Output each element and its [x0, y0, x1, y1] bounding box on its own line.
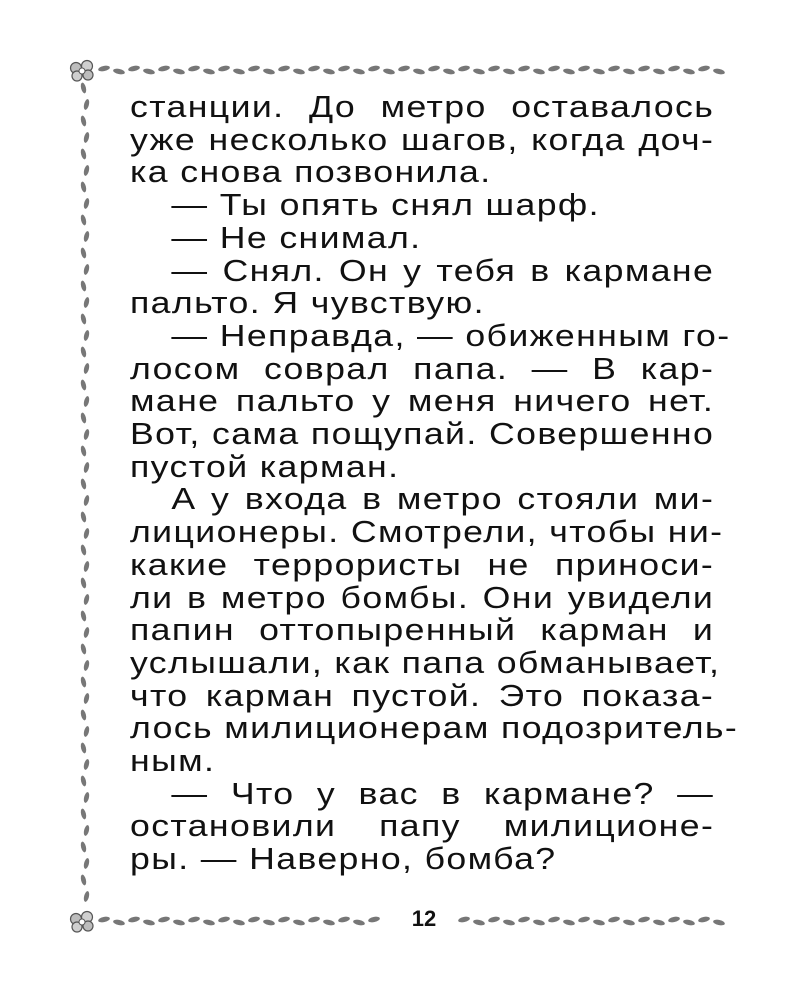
text-line: пальто. Я чувствую.: [130, 285, 485, 321]
text-line: ным.: [130, 743, 216, 779]
text-line: уже несколько шагов, когда доч-: [130, 121, 715, 157]
page-text: [130, 89, 739, 877]
page-number: 12: [411, 906, 437, 931]
text-line: услышали, как папа обманывает,: [130, 644, 721, 680]
text-line: — Что у вас в кармане? —: [171, 775, 715, 811]
text-line: что карман пустой. Это показа-: [130, 677, 715, 713]
text-line: папин оттопыренный карман и: [130, 612, 715, 648]
text-line: лиционеры. Смотрели, чтобы ни-: [130, 514, 724, 550]
text-line: остановили папу милиционе-: [130, 808, 715, 844]
text-line: лось милиционерам подозритель-: [130, 710, 739, 746]
text-line: — Неправда, — обиженным го-: [171, 317, 731, 353]
text-line: станции. До метро оставалось: [130, 89, 715, 124]
text-line: какие террористы не приноси-: [130, 546, 715, 582]
text-line: А у входа в метро стояли ми-: [171, 481, 715, 517]
text-line: Вот, сама пощупай. Совершенно: [130, 416, 715, 452]
text-line: мане пальто у меня ничего нет.: [130, 383, 715, 419]
text-line: ка снова позвонила.: [130, 154, 492, 190]
text-line: лосом соврал папа. — В кар-: [130, 350, 715, 386]
text-line: — Не снимал.: [171, 219, 422, 255]
text-line: — Ты опять снял шарф.: [171, 187, 600, 223]
flower-icon: [71, 61, 94, 82]
text-line: ли в метро бомбы. Они увидели: [130, 579, 715, 615]
text-line: ры. — Наверно, бомба?: [130, 841, 557, 877]
text-line: пустой карман.: [130, 448, 400, 484]
text-line: — Снял. Он у тебя в кармане: [171, 252, 715, 288]
